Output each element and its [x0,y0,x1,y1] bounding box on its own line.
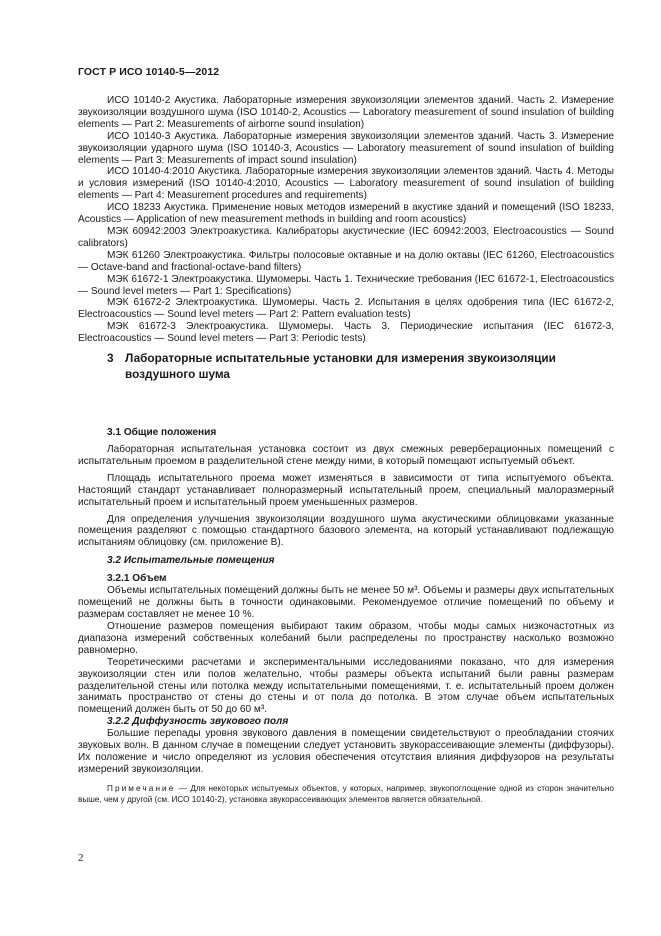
section-3-body [78,427,614,805]
paragraph: Площадь испытательного проема может изменяться в зависимости от типа испытуемого объекта. Настоящий стандарт устанавливает полноразмерный испытательный проем, специальный малоразмерный испытательный проем и испытательный проем уменьшенных размеров. [78,472,614,508]
reference-item: ИСО 10140-3 Акустика. Лабораторные измерения звукоизоляции элементов зданий. Часть 3. Измерение звукоизоляции ударного шума (ISO 10140-3, Acoustics — Laboratory measurement of sound insulation of building elements — Part 3: Measurements of impact sound insulation) [78,130,614,166]
section-3-heading [107,351,612,382]
subsection-3-2-1-heading: 3.2.1 Объем [107,573,167,585]
paragraph: Объемы испытательных помещений должны быть не менее 50 м³. Объемы и размеры двух испытательных помещений не должны быть в точности одинаковыми. Рекомендуемое отличие помещений по объему и размерам составляет не менее 10 %. [78,585,614,621]
reference-item: МЭК 61672-1 Электроакустика. Шумомеры. Часть 1. Технические требования (IEC 61672-1, Electroacoustics — Sound level meters — Part 1: Specifications) [78,273,614,297]
subsection-3-2-heading: 3.2 Испытательные помещения [107,555,275,567]
subsection-3-2-2-heading: 3.2.2 Диффузность звукового поля [107,716,289,728]
paragraph: Теоретическими расчетами и экспериментальными исследованиями показано, что для измерения звукоизоляции стен или полов желательно, чтобы размеры объекта испытаний были равны размерам разделительной стены или потолка между испытательными помещениями, т. е. испытательный проем должен занимать пространство от стены до стены и от пола до потолка. В этом случае объем испытательных помещений должен быть от 50 до 60 м³. [78,656,614,716]
reference-item: МЭК 61260 Электроакустика. Фильтры полосовые октавные и на долю октавы (IEC 61260, Electroacoustics — Octave-band and fractional-octave-band filters) [78,249,614,273]
paragraph: Для определения улучшения звукоизоляции воздушного шума акустическими облицовками указанные помещения разделяют с помощью стандартного базового элемента, на который устанавливают подлежащую испытаниям облицовку (см. приложение В). [78,513,614,549]
note-label: Примечание [107,783,176,793]
reference-item: ИСО 18233 Акустика. Применение новых методов измерений в акустике зданий и помещений (ISO 18233, Acoustics — Application of new measurement methods in building and room acoustics) [78,202,614,226]
reference-item: ИСО 10140-4:2010 Акустика. Лабораторные измерения звукоизоляции элементов зданий. Часть 4. Методы и условия измерений (ISO 10140-4:2010, Acoustics — Laboratory measurement of sound insulation of building elements — Part 4: Measurement procedures and requirements) [78,166,614,202]
normative-references [78,95,614,345]
note [78,783,614,805]
document-header: ГОСТ Р ИСО 10140-5—2012 [78,66,220,78]
reference-item: ИСО 10140-2 Акустика. Лабораторные измерения звукоизоляции элементов зданий. Часть 2. Измерение звукоизоляции воздушного шума (ISO 10140-2, Acoustics — Laboratory measurement of sound insulation of building elements — Part 2: Measurements of airborne sound insulation) [78,95,614,130]
subsection-3-1-heading: 3.1 Общие положения [107,427,217,438]
paragraph: Лабораторная испытательная установка состоит из двух смежных реверберационных помещений с испытательным проемом в разделительной стене между ними, в который помещают испытуемый объект. [78,444,614,467]
page-number: 2 [78,852,84,864]
paragraph: Отношение размеров помещения выбирают таким образом, чтобы моды самых низкочастотных из диапазона измерений собственных колебаний были распределены по пространству насколько возможно равномерно. [78,620,614,656]
section-title-line1: Лабораторные испытательные установки для измерения звукоизоляции [125,351,556,365]
reference-item: МЭК 60942:2003 Электроакустика. Калибраторы акустические (IEC 60942:2003, Electroacoustics — Sound calibrators) [78,225,614,249]
note-text: — Для некоторых испытуемых объектов, у которых, например, звукопоглощение одной из сторон значительно выше, чем у другой (см. ИСО 10140-2), установка звукорассеивающих элементов является обязательной. [78,783,614,805]
paragraph: Большие перепады уровня звукового давления в помещении свидетельствуют о преобладании стоячих звуковых волн. В данном случае в помещении следует установить звукорассеивающие элементы (диффузоры). Их положение и число определяют из условия обеспечения отсутствия влияния диффузоров на результаты измерений звукоизоляции. [78,728,614,775]
section-title-line2: воздушного шума [125,366,230,381]
section-number: 3 [107,351,114,365]
reference-item: МЭК 61672-2 Электроакустика. Шумомеры. Часть 2. Испытания в целях одобрения типа (IEC 61672-2, Electroacoustics — Sound level meters — Part 2: Pattern evaluation tests) [78,297,614,321]
reference-item: МЭК 61672-3 Электроакустика. Шумомеры. Часть 3. Периодические испытания (IEC 61672-3, Electroacoustics — Sound level meters — Part 3: Periodic tests) [78,321,614,345]
